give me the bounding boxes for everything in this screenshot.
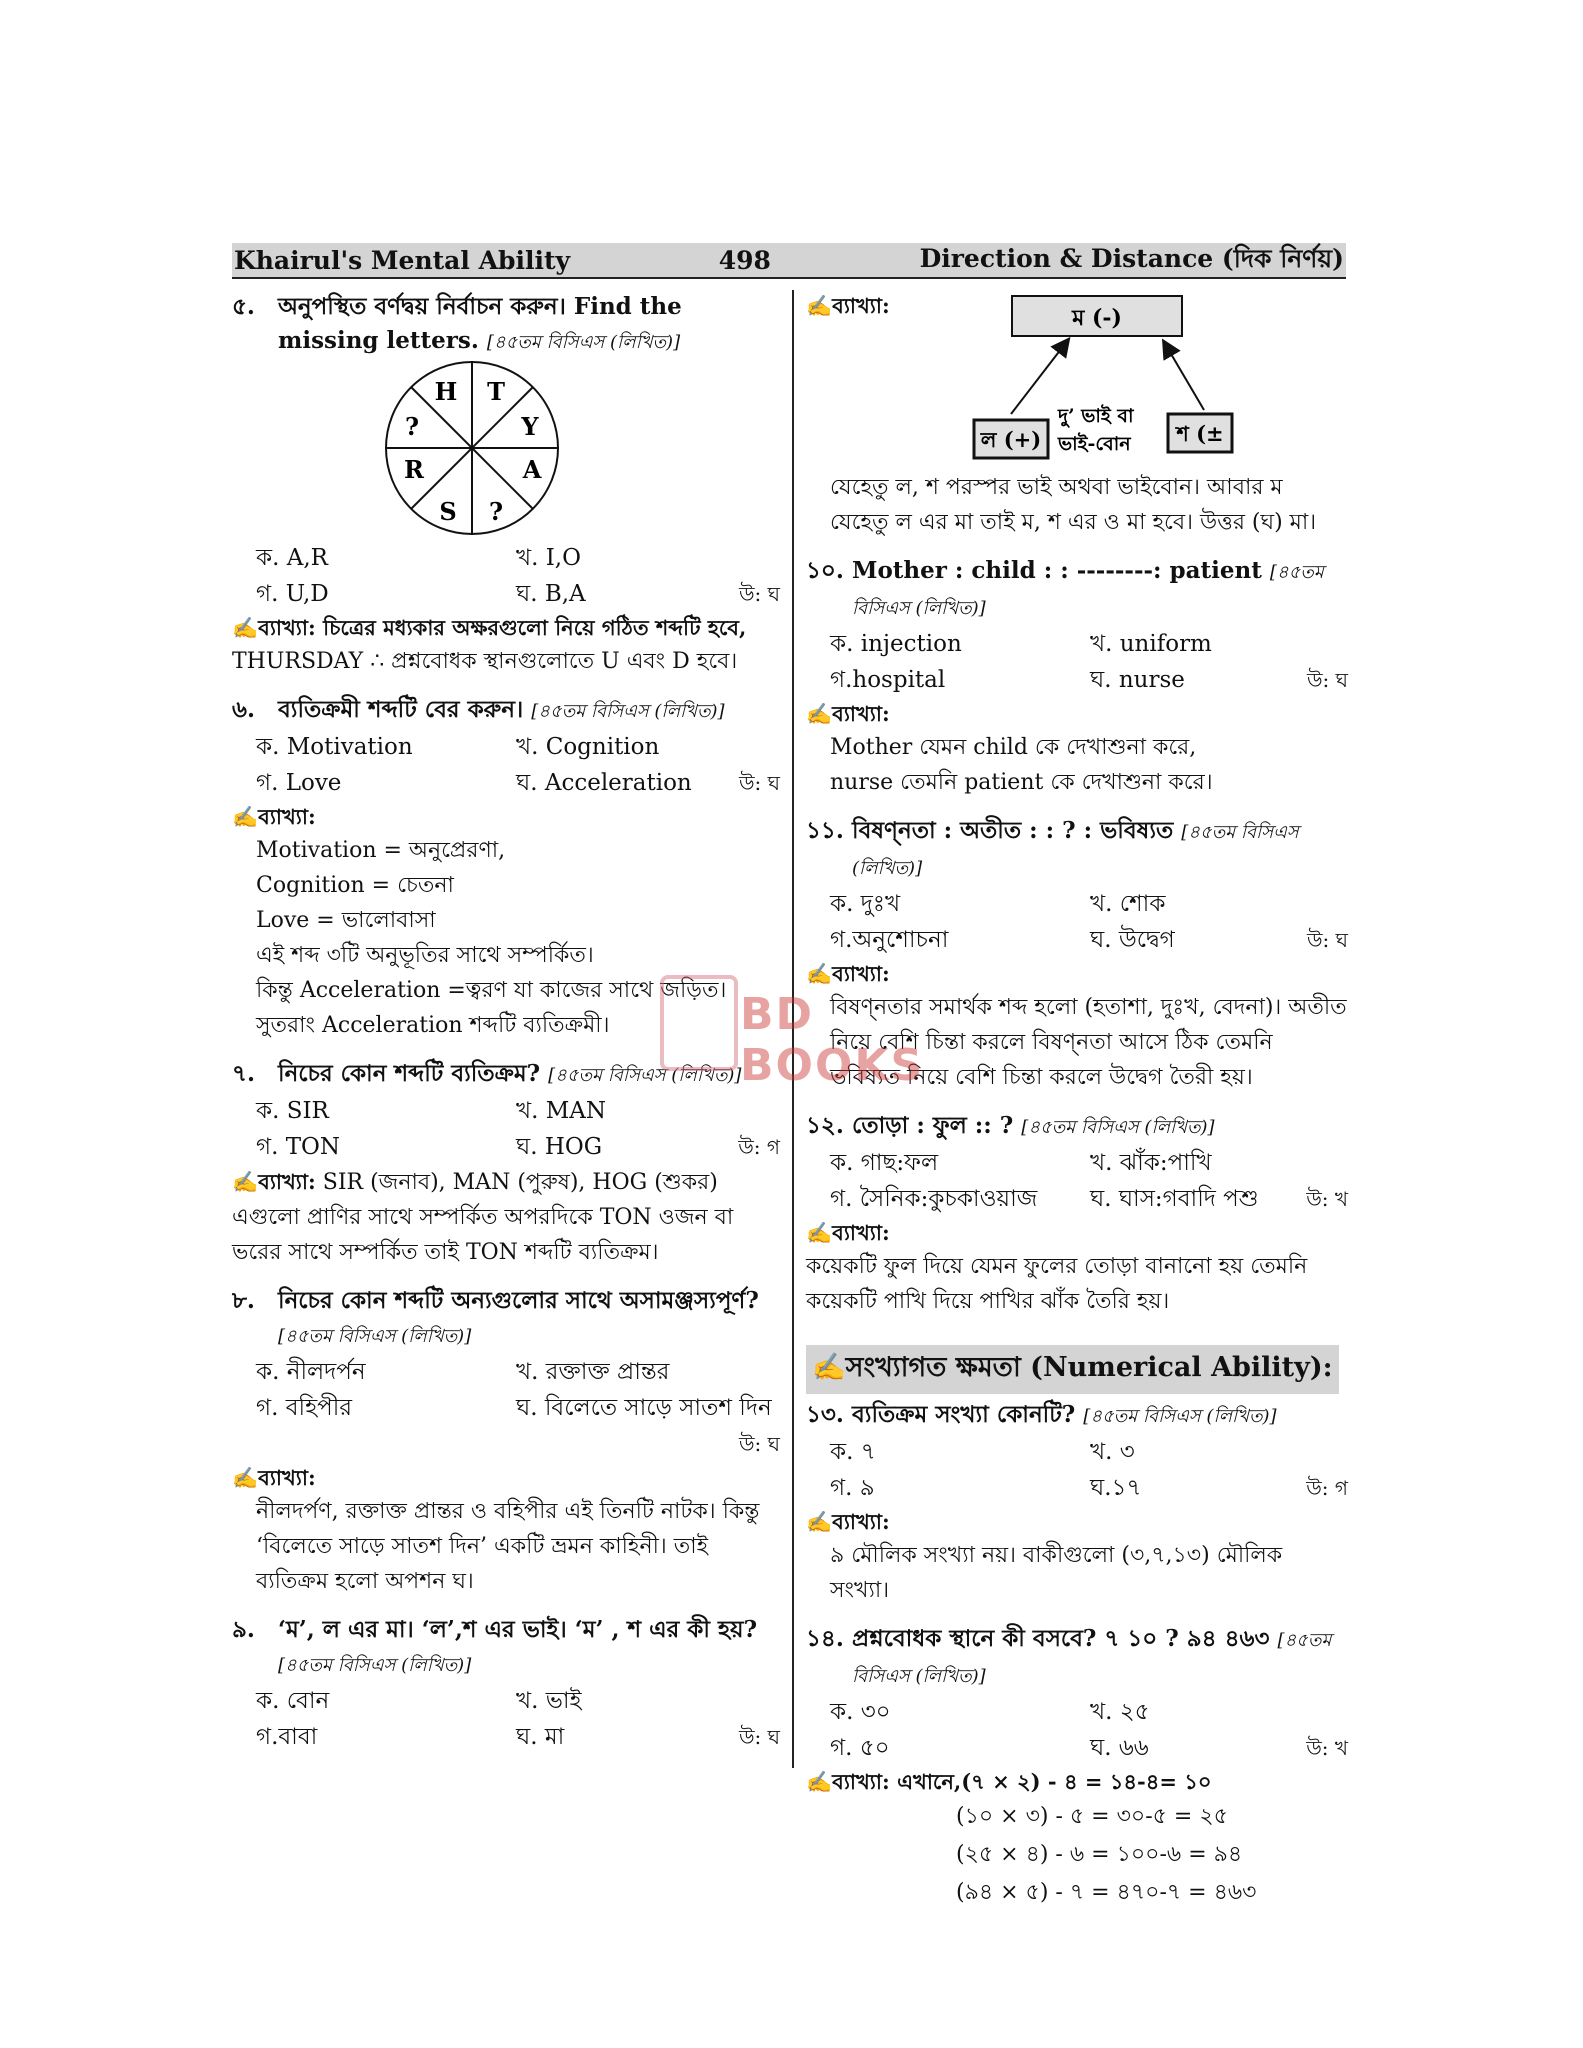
option: গ. ৫০ — [830, 1735, 890, 1761]
letter-wheel — [232, 360, 780, 540]
option: ক. গাছ:ফল — [830, 1150, 939, 1176]
options — [830, 1145, 1348, 1217]
option: গ. U,D — [256, 581, 329, 607]
option: খ. I,O — [516, 545, 581, 571]
option: খ. ভাই — [516, 1688, 582, 1714]
explanation-label: ✍ব্যাখ্যা: — [806, 1509, 890, 1534]
answer: উ: ঘ — [738, 1432, 780, 1456]
relationship-diagram — [806, 290, 1348, 470]
explanation-label: ✍ব্যাখ্যা: — [232, 804, 316, 829]
explanation-text: বিষণ্নতার সমার্থক শব্দ হলো (হতাশা, দুঃখ, বেদনা)। অতীত নিয়ে বেশি চিন্তা করলে বিষণ্নতা আসে ঠিক তেমনি ভবিষ্যত নিয়ে বেশি চিন্তা করলে উদ্বেগ তৈরী হয়। — [830, 995, 1347, 1090]
diagram-mother-box: ম (-) — [1072, 305, 1122, 331]
option: ঘ. nurse — [1090, 667, 1185, 693]
question-source: [৪৫তম বিসিএস (লিখিত)] — [852, 562, 1324, 619]
explanation-text: ৯ মৌলিক সংখ্যা নয়। বাকীগুলো (৩,৭,১৩) মৌলিক সংখ্যা। — [830, 1543, 1283, 1603]
explanation-line: কিন্তু Acceleration =ত্বরণ যা কাজের সাথে জড়িত। — [256, 978, 727, 1003]
wheel-letter: H — [434, 377, 458, 406]
question-text: অনুপস্থিত বর্ণদ্বয় নির্বাচন করুন। Find the missing letters. — [278, 293, 682, 354]
question-number: ৯. — [232, 1616, 255, 1643]
options — [256, 1683, 780, 1755]
explanation-text: চিত্রের মধ্যকার অক্ষরগুলো নিয়ে গঠিত শব্দটি হবে, — [323, 615, 747, 640]
explanation-text: THURSDAY ∴ প্রশ্নবোধক স্থানগুলোতে U এবং D হবে। — [232, 649, 738, 674]
explanation-line: Motivation = অনুপ্রেরণা, — [256, 838, 506, 863]
answer: উ: গ — [1306, 1476, 1348, 1500]
option: খ. uniform — [1090, 631, 1212, 657]
option: গ. TON — [256, 1134, 341, 1160]
explanation-text: এখানে,(৭ × ২) - ৪ = ১৪-৪= ১০ — [897, 1769, 1212, 1794]
answer: উ: ঘ — [1306, 668, 1348, 692]
option: ক. ৩০ — [830, 1699, 891, 1725]
question-text: নিচের কোন শব্দটি অন্যগুলোর সাথে অসামঞ্জস্যপূর্ণ? — [278, 1287, 759, 1314]
option: খ. MAN — [516, 1098, 607, 1124]
option: ঘ. ঘাস:গবাদি পশু — [1090, 1186, 1259, 1212]
question-number: ৭. — [232, 1060, 255, 1087]
explanation-label: ✍ব্যাখ্যা: — [806, 701, 890, 726]
explanation-label: ✍ব্যাখ্যা: — [806, 961, 890, 986]
answer: উ: গ — [738, 1135, 780, 1159]
explanation-label: ✍ব্যাখ্যা: — [806, 1220, 890, 1245]
wheel-letter: ? — [488, 497, 504, 526]
left-column — [232, 290, 780, 1769]
wheel-letter: Y — [521, 412, 539, 441]
question-source: [৪৫তম বিসিএস (লিখিত)] — [278, 1326, 472, 1347]
wheel-letter: R — [404, 455, 424, 484]
option: খ. ৩ — [1090, 1439, 1135, 1465]
option: ক. ৭ — [830, 1439, 876, 1465]
explanation-line: Mother যেমন child কে দেখাশুনা করে, — [830, 735, 1197, 760]
diagram-sibling-box: শ (± — [1176, 421, 1224, 446]
option: ঘ. মা — [516, 1724, 565, 1750]
right-column — [806, 290, 1348, 1926]
question-9 — [232, 1613, 780, 1755]
equation-line: (৯৪ × ৫) - ৭ = ৪৭০-৭ = ৪৬৩ — [956, 1880, 1257, 1905]
options — [256, 1354, 780, 1462]
watermark-text: BD BOOKS — [740, 989, 925, 1091]
question-10 — [806, 554, 1348, 800]
header-book-title: Khairul's Mental Ability — [234, 245, 571, 275]
question-source: [৪৫তম বিসিএস (লিখিত)] — [852, 1630, 1332, 1687]
options — [256, 1093, 780, 1165]
question-source: [৪৫তম বিসিএস (লিখিত)] — [278, 1655, 472, 1676]
wheel-letter: ? — [404, 412, 420, 441]
question-11 — [806, 814, 1348, 1095]
diagram-relation-label: দু’ ভাই বা — [1058, 405, 1134, 427]
options — [256, 729, 780, 801]
option: ঘ. ৬৬ — [1090, 1735, 1149, 1761]
question-text: ব্যতিক্রম সংখ্যা কোনটি? — [852, 1401, 1076, 1428]
option: খ. Cognition — [516, 734, 660, 760]
question-text: বিষণ্নতা : অতীত : : ? : ভবিষ্যত — [852, 817, 1174, 844]
question-number: ১৩. — [806, 1401, 844, 1428]
option: ক. নীলদর্পন — [256, 1359, 366, 1385]
wheel-letter: S — [439, 497, 457, 526]
question-number: ৬. — [232, 696, 255, 723]
explanation-line: এই শব্দ ৩টি অনুভূতির সাথে সম্পর্কিত। — [256, 943, 594, 968]
options — [830, 1694, 1348, 1766]
wheel-letter: A — [522, 455, 542, 484]
answer: উ: খ — [1306, 1187, 1348, 1211]
question-9-explanation — [806, 290, 1348, 540]
page-header — [232, 243, 1346, 279]
options — [830, 1434, 1348, 1506]
explanation-label: ✍ব্যাখ্যা: — [232, 1169, 316, 1194]
explanation-text: কয়েকটি ফুল দিয়ে যেমন ফুলের তোড়া বানানো হয় তেমনি কয়েকটি পাখি দিয়ে পাখির ঝাঁক তৈরি হয়। — [806, 1254, 1308, 1314]
option: ক. দুঃখ — [830, 891, 901, 917]
option: ক. injection — [830, 631, 962, 657]
equation-line: (২৫ × ৪) - ৬ = ১০০-৬ = ৯৪ — [956, 1842, 1243, 1867]
question-text: নিচের কোন শব্দটি ব্যতিক্রম? — [278, 1060, 541, 1087]
explanation-label: ✍ব্যাখ্যা: — [806, 1769, 890, 1794]
diagram-relation-label: ভাই-বোন — [1058, 433, 1131, 455]
question-7 — [232, 1057, 780, 1270]
question-source: [৪৫তম বিসিএস (লিখিত)] — [852, 822, 1299, 879]
section-heading: ✍সংখ্যাগত ক্ষমতা (Numerical Ability): — [806, 1345, 1339, 1394]
option: গ.বাবা — [256, 1724, 318, 1750]
answer: উ: ঘ — [738, 771, 780, 795]
option: গ. সৈনিক:কুচকাওয়াজ — [830, 1186, 1038, 1212]
option: ঘ. HOG — [516, 1134, 603, 1160]
option: ঘ.১৭ — [1090, 1475, 1142, 1501]
option: ঘ. উদ্বেগ — [1090, 927, 1175, 953]
question-text: ‘ম’, ল এর মা। ‘ল’,শ এর ভাই। ‘ম’ , শ এর কী হয়? — [278, 1616, 758, 1643]
option: গ.hospital — [830, 667, 946, 693]
header-chapter-title: Direction & Distance (দিক নির্ণয়) — [919, 243, 1344, 273]
answer: উ: ঘ — [738, 1725, 780, 1749]
diagram-brother-box: ল (+) — [980, 427, 1042, 452]
question-number: ১৪. — [806, 1625, 844, 1652]
question-text: Mother : child : : --------: patient — [852, 557, 1262, 584]
option: গ.অনুশোচনা — [830, 927, 949, 953]
explanation-label: ✍ব্যাখ্যা: — [232, 615, 316, 640]
question-text: ব্যতিক্রমী শব্দটি বের করুন। — [278, 696, 524, 723]
explanation-text: SIR (জনাব), MAN (পুরুষ), HOG (শুকর) এগুলো প্রাণির সাথে সম্পর্কিত অপরদিকে TON ওজন বা ভরের সাথে সম্পর্কিত তাই TON শব্দটি ব্যতিক্রম। — [232, 1170, 734, 1265]
question-number: ৮. — [232, 1287, 255, 1314]
option: খ. ঝাঁক:পাখি — [1090, 1150, 1212, 1176]
header-page-number: 498 — [718, 245, 771, 275]
explanation-text: যেহেতু ল, শ পরস্পর ভাই অথবা ভাইবোন। আবার ম যেহেতু ল এর মা তাই ম, শ এর ও মা হবে। উত্তর (ঘ) মা। — [830, 475, 1317, 535]
explanation-line: Love = ভালোবাসা — [256, 908, 436, 933]
option: ঘ. বিলেতে সাড়ে সাতশ দিন — [516, 1395, 772, 1421]
question-number: ১২. — [806, 1112, 844, 1139]
option: ঘ. B,A — [516, 581, 586, 607]
question-number: ১১. — [806, 817, 844, 844]
question-source: [৪৫তম বিসিএস (লিখিত)] — [1021, 1117, 1215, 1138]
option: খ. রক্তাক্ত প্রান্তর — [516, 1359, 670, 1385]
question-13 — [806, 1398, 1348, 1608]
question-5 — [232, 290, 780, 679]
option: ক. Motivation — [256, 734, 413, 760]
question-6 — [232, 693, 780, 1043]
wheel-letter: T — [487, 377, 505, 406]
answer: উ: ঘ — [1306, 928, 1348, 952]
question-source: [৪৫তম বিসিএস (লিখিত)] — [486, 332, 681, 353]
answer: উ: খ — [1306, 1736, 1348, 1760]
option: ক. A,R — [256, 545, 328, 571]
explanation-label: ✍ব্যাখ্যা: — [232, 1465, 316, 1490]
question-14 — [806, 1622, 1348, 1912]
option: খ. শোক — [1090, 891, 1166, 917]
explanation-line: সুতরাং Acceleration শব্দটি ব্যতিক্রমী। — [256, 1013, 610, 1038]
answer: উ: ঘ — [738, 582, 780, 606]
options — [830, 626, 1348, 698]
explanation-label: ✍ব্যাখ্যা: — [806, 293, 890, 318]
options — [830, 886, 1348, 958]
option: গ. Love — [256, 770, 342, 796]
question-8 — [232, 1284, 780, 1599]
column-divider — [792, 290, 794, 1768]
option: ক. বোন — [256, 1688, 330, 1714]
explanation-line: Cognition = চেতনা — [256, 873, 454, 898]
option: গ. বহিপীর — [256, 1395, 353, 1421]
question-text: প্রশ্নবোধক স্থানে কী বসবে? ৭ ১০ ? ৯৪ ৪৬৩ — [852, 1625, 1270, 1652]
question-number: ১০. — [806, 557, 844, 584]
question-source: [৪৫তম বিসিএস (লিখিত)] — [1083, 1406, 1277, 1427]
option: গ. ৯ — [830, 1475, 875, 1501]
option: ক. SIR — [256, 1098, 329, 1124]
question-source: [৪৫তম বিসিএস (লিখিত)] — [531, 701, 725, 722]
option: খ. ২৫ — [1090, 1699, 1150, 1725]
question-12 — [806, 1109, 1348, 1319]
options — [256, 540, 780, 612]
question-source: [৪৫তম বিসিএস (লিখিত)] — [548, 1065, 742, 1086]
question-text: তোড়া : ফুল :: ? — [852, 1112, 1014, 1139]
explanation-text: নীলদর্পণ, রক্তাক্ত প্রান্তর ও বহিপীর এই তিনটি নাটক। কিন্তু ‘বিলেতে সাড়ে সাতশ দিন’ একটি ভ্রমন কাহিনী। তাই ব্যতিক্রম হলো অপশন ঘ। — [256, 1499, 760, 1594]
question-number: ৫. — [232, 293, 255, 320]
option: ঘ. Acceleration — [516, 770, 692, 796]
explanation-line: nurse তেমনি patient কে দেখাশুনা করে। — [830, 770, 1213, 795]
equation-line: (১০ × ৩) - ৫ = ৩০-৫ = ২৫ — [956, 1804, 1228, 1829]
